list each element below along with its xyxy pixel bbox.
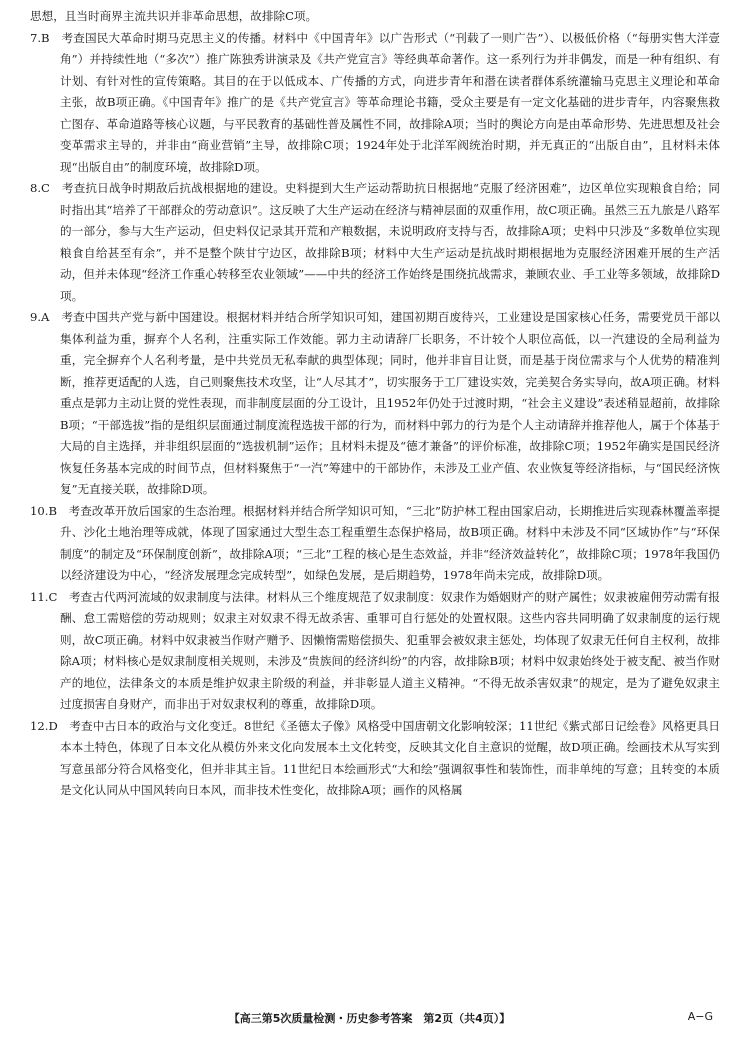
item-explanation: 考查国民大革命时期马克思主义的传播。材料中《中国青年》以广告形式（“刊载了一则广告”）、以极低价格（“每册实售大洋壹角”）并持续性地（“多次”）推广陈独秀讲演录及《共产党宣言》等经典革命著作。这一系列行为并非偶发，而是一种有组织、有计划、有针对性的宣传策略。其目的在于以低成本、广传播的方式，向进步青年和潜在读者群体系统灌输马克思主义理论和革命主张，故B项正确。《中国青年》推广的是《共产党宣言》等革命理论书籍，受众主要是有一定文化基础的进步青年，内容聚焦救亡图存、革命道路等核心议题，与平民教育的基础性普及属性不同，故排除A项；当时的舆论方向是由革命形势、先进思想及社会变革需求主导的，并非由“商业营销”主导，故排除C项；1924年处于北洋军阀统治时期，并无真正的“出版自由”，且材料未体现“出版自由”的制度环境，故排除D项。 (60, 30, 720, 174)
answer-content (30, 6, 720, 802)
item-explanation: 考查改革开放后国家的生态治理。根据材料并结合所学知识可知，“三北”防护林工程由国家启动，长期推进后实现森林覆盖率提升、沙化土地治理等成就，体现了国家通过大型生态工程重塑生态保护格局，故B项正确。材料中未涉及不同“区域协作”与“环保制度”的制定及“环保制度创新”，故排除A项；“三北”工程的核心是生态效益，并非“经济效益转化”，故排除C项；1978年我国仍以经济建设为中心，“经济发展理念完成转型”，如绿色发展，是后期趋势，1978年尚未完成，故排除D项。 (60, 503, 720, 582)
item-number: 12.D (30, 718, 58, 733)
answer-item-9 (30, 307, 720, 501)
item-explanation: 考查古代两河流域的奴隶制度与法律。材料从三个维度规范了奴隶制度：奴隶作为婚姻财产的财产属性；奴隶被雇佣劳动需有报酬、怠工需赔偿的劳动规则；奴隶主对奴隶不得无故杀害、重罪可自行惩处的处置权限。这些内容共同明确了奴隶制度的运行规则，故C项正确。材料中奴隶被当作财产赠予、因懒惰需赔偿损失、犯重罪会被奴隶主惩处，均体现了奴隶无任何自主权利，故排除A项；材料核心是奴隶制度相关规则，未涉及“贵族间的经济纠纷”的内容，故排除B项；材料中奴隶始终处于被支配、被当作财产的地位，法律条文的本质是维护奴隶主阶级的利益，并非彰显人道主义精神。“不得无故杀害奴隶”的规定，是为了避免奴隶主过度损害自身财产，而非出于对奴隶权利的尊重，故排除D项。 (60, 589, 720, 711)
item-number: 7.B (30, 30, 50, 45)
item-explanation: 考查中国共产党与新中国建设。根据材料并结合所学知识可知，建国初期百废待兴，工业建设是国家核心任务，需要党员干部以集体利益为重，摒弃个人名利，注重实际工作效能。郭力主动请辞厂长职务，不计较个人职位高低，以一汽建设的全局利益为重，完全摒弃个人名利考量，是中共党员无私奉献的典型体现；同时，他并非盲目让贤，而是基于岗位需求与个人优势的精准判断，推荐更适配的人选，自己则聚焦技术攻坚，让“人尽其才”，切实服务于工厂建设实效，完美契合务实导向，故A项正确。材料重点是郭力主动让贤的党性表现，而非制度层面的分工设计，且1952年仍处于过渡时期，“社会主义建设”表述稍显超前，故排除B项；“干部选拔”指的是组织层面通过制度流程选拔干部的行为，而材料中郭力的行为是个人主动请辞并推荐他人，属于个体基于大局的自主选择，并非组织层面的“选拔机制”运作；且材料未提及“德才兼备”的评价标准，故排除C项；1952年确实是国民经济恢复任务基本完成的时间节点，但材料聚焦于“一汽”筹建中的干部协作，未涉及工业产值、农业恢复等经济指标，与“国民经济恢复”无直接关联，故排除D项。 (60, 310, 720, 496)
item-explanation: 考查中古日本的政治与文化变迁。8世纪《圣德太子像》风格受中国唐朝文化影响较深；11世纪《紫式部日记绘卷》风格更具日本本土特色，体现了日本文化从模仿外来文化向发展本土文化转变，反映其文化自主意识的觉醒，故D项正确。绘画技术从写实到写意虽部分符合风格变化，但并非其主旨。11世纪日本绘画形式“大和绘”强调叙事性和装饰性，而非单纯的写意；且转变的本质是文化认同从中国风转向日本风，而非技术性变化，故排除A项；画作的风格属 (60, 718, 720, 797)
item-number: 10.B (30, 503, 57, 518)
item-number: 11.C (30, 589, 58, 604)
answer-item-11 (30, 587, 720, 716)
continuation-paragraph: 思想，且当时商界主流共识并非革命思想，故排除C项。 (30, 9, 318, 23)
item-number: 8.C (30, 181, 50, 195)
item-explanation: 考查抗日战争时期敌后抗战根据地的建设。史料提到大生产运动帮助抗日根据地“克服了经济困难”，边区单位实现粮食自给；同时指出其“培养了干部群众的劳动意识”。这反映了大生产运动在经济与精神层面的双重作用，故C项正确。虽然三五九旅是八路军的一部分，参与大生产运动，但史料仅记录其开荒和产粮数据，未说明政府支持与否，故排除A项；史料中只涉及“多数单位实现粮食自给甚至有余”，并不是整个陕甘宁边区，故排除B项；材料中大生产运动是抗战时期根据地为克服经济困难开展的生产活动，但并未体现“经济工作重心转移至农业领域”——中共的经济工作始终是围绕抗战需求，兼顾农业、手工业等多领域，故排除D项。 (60, 181, 720, 303)
answer-item-10 (30, 501, 720, 587)
answer-item-12 (30, 716, 720, 802)
item-number: 9.A (30, 310, 50, 324)
answer-item-8 (30, 178, 720, 307)
footer-code: A−G (687, 1010, 713, 1023)
page-footer (0, 1006, 739, 1028)
answer-item-7 (30, 28, 720, 179)
footer-title: 【高三第5次质量检测・历史参考答案 第2页（共4页）】 (228, 1012, 511, 1025)
